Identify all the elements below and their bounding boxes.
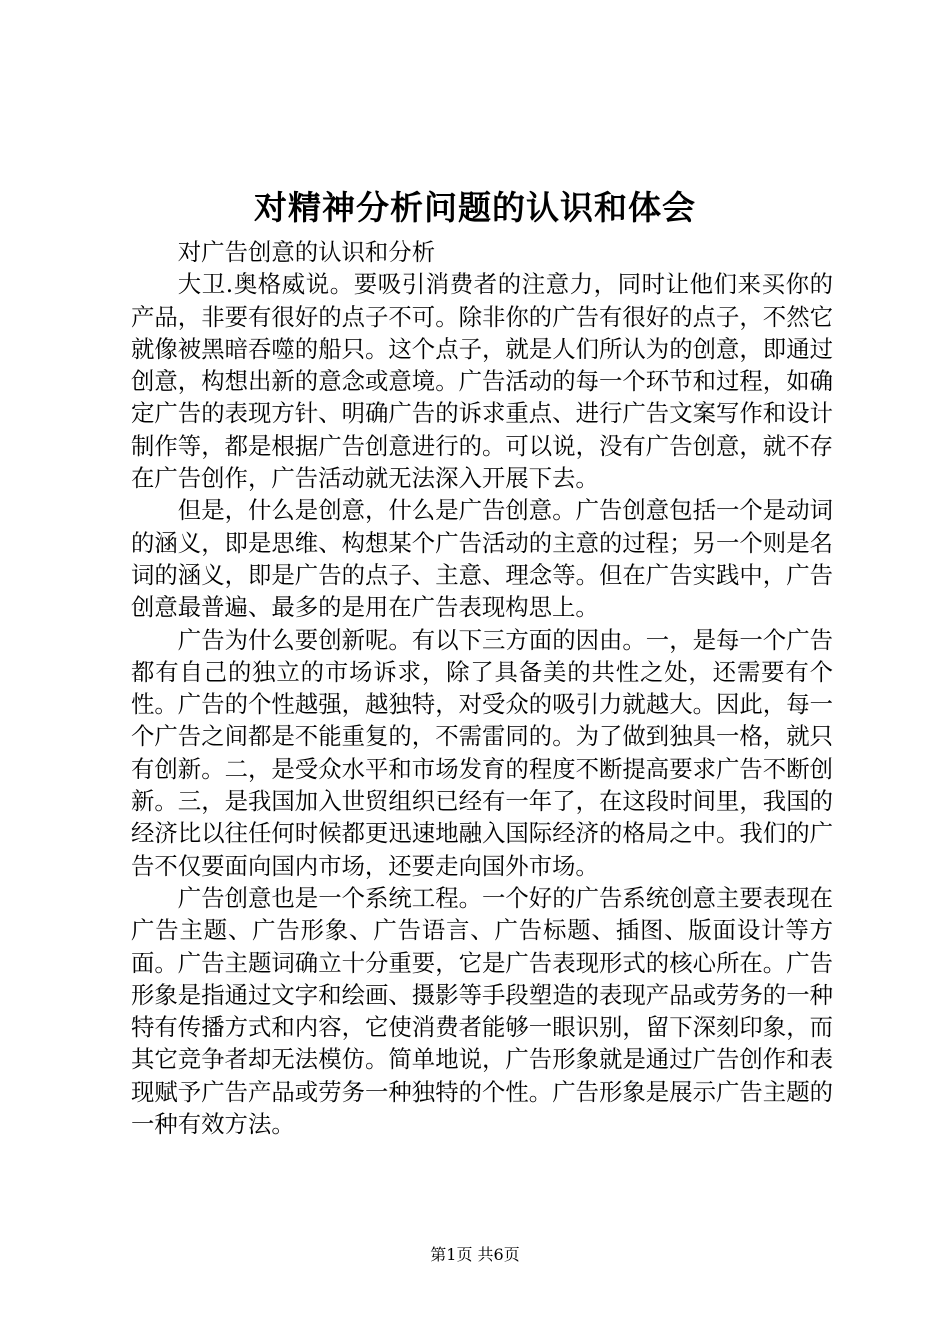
- subtitle-paragraph: 对广告创意的认识和分析: [177, 238, 436, 266]
- body-paragraph: 但是，什么是创意，什么是广告创意。广告创意包括一个是动词的涵义，即是思维、构想某个广告活动的主意的过程；另一个则是名词的涵义，即是广告的点子、主意、理念等。但在广告实践中，广告创意最普遍、最多的是用在广告表现构思上。: [131, 496, 833, 622]
- body-paragraph: 广告为什么要创新呢。有以下三方面的因由。一，是每一个广告都有自己的独立的市场诉求，除了具备美的共性之处，还需要有个性。广告的个性越强，越独特，对受众的吸引力就越大。因此，每一个广告之间都是不能重复的，不需雷同的。为了做到独具一格，就只有创新。二，是受众水平和市场发育的程度不断提高要求广告不断创新。三，是我国加入世贸组织已经有一年了，在这段时间里，我国的经济比以往任何时候都更迅速地融入国际经济的格局之中。我们的广告不仅要面向国内市场，还要走向国外市场。: [131, 625, 833, 880]
- body-paragraph: 大卫.奥格威说。要吸引消费者的注意力，同时让他们来买你的产品，非要有很好的点子不可。除非你的广告有很好的点子，不然它就像被黑暗吞噬的船只。这个点子，就是人们所认为的创意，即通过创意，构想出新的意念或意境。广告活动的每一个环节和过程，如确定广告的表现方针、明确广告的诉求重点、进行广告文案写作和设计制作等，都是根据广告创意进行的。可以说，没有广告创意，就不存在广告创作，广告活动就无法深入开展下去。: [131, 270, 833, 493]
- document-body: [131, 236, 833, 1140]
- page-number-footer: 第1页 共6页: [430, 1245, 520, 1264]
- body-paragraph: 广告创意也是一个系统工程。一个好的广告系统创意主要表现在广告主题、广告形象、广告语言、广告标题、插图、版面设计等方面。广告主题词确立十分重要，它是广告表现形式的核心所在。广告形象是指通过文字和绘画、摄影等手段塑造的表现产品或劳务的一种特有传播方式和内容，它使消费者能够一眼识别，留下深刻印象，而其它竞争者却无法模仿。简单地说，广告形象就是通过广告创作和表现赋予广告产品或劳务一种独特的个性。广告形象是展示广告主题的一种有效方法。: [131, 883, 833, 1139]
- document-title: 对精神分析问题的认识和体会: [254, 188, 696, 227]
